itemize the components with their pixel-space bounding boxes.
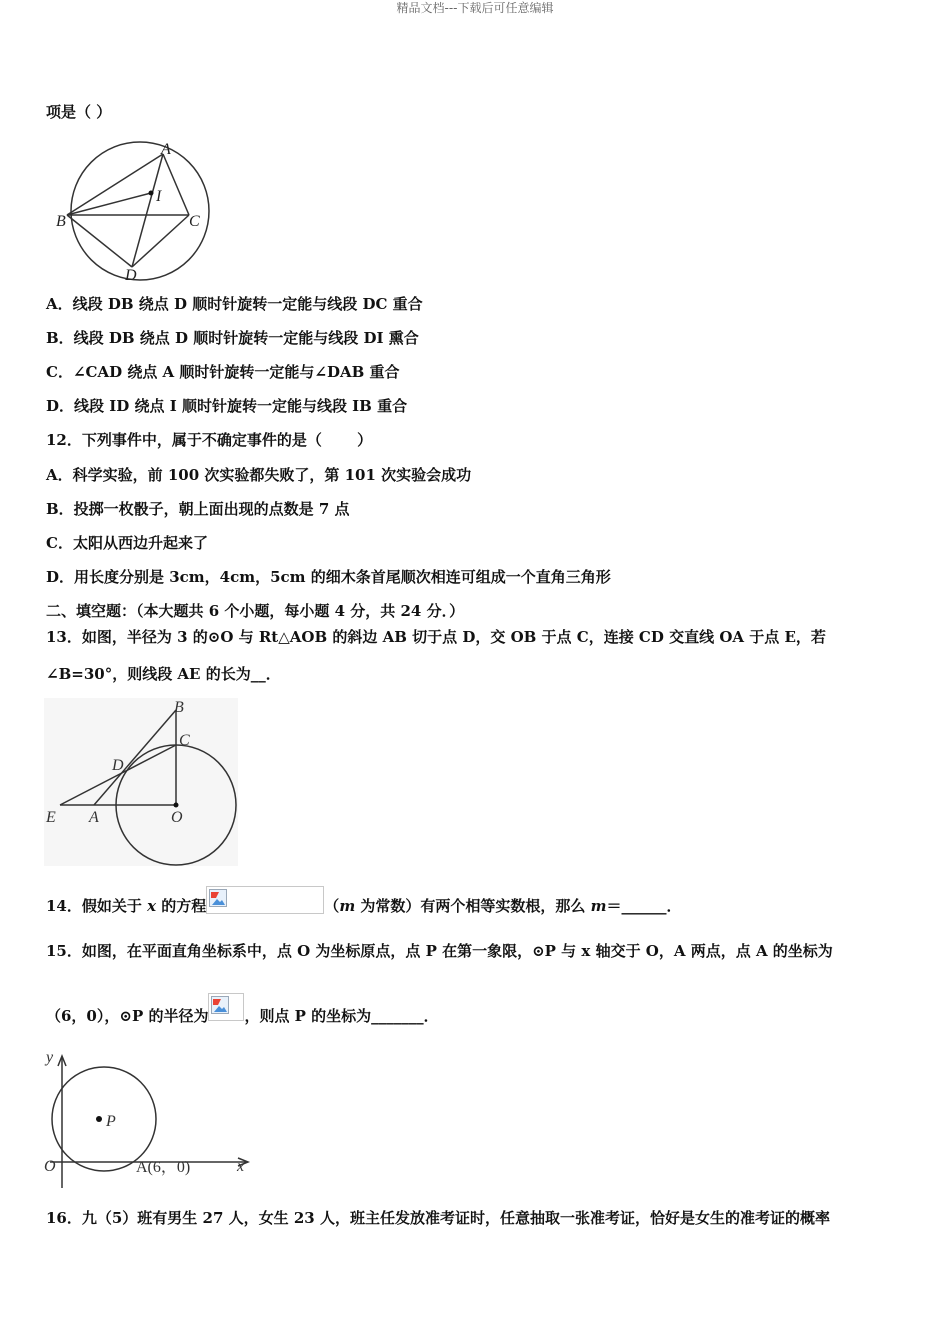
q15-label-o: O bbox=[44, 1158, 56, 1175]
q13-label-o: O bbox=[171, 809, 183, 826]
q16-line1: 16．九（5）班有男生 27 人，女生 23 人，班主任发放准考证时，任意抽取一张准考证，恰好是女生的准考证的概率 bbox=[46, 1209, 830, 1227]
q14-line bbox=[46, 893, 682, 921]
q13-line2: ∠B=30°，则线段 AE 的长为__． bbox=[46, 665, 281, 683]
q11-option-c: C．∠CAD 绕点 A 顺时针旋转一定能与∠DAB 重合 bbox=[46, 363, 400, 381]
q15-label-a: A(6，0) bbox=[136, 1159, 191, 1176]
q11-option-d: D．线段 ID 绕点 I 顺时针旋转一定能与线段 IB 重合 bbox=[46, 397, 408, 415]
q13-label-c: C bbox=[179, 732, 190, 749]
q12-option-b: B．投掷一枚骰子，朝上面出现的点数是 7 点 bbox=[46, 500, 350, 518]
q11-stem-tail: 项是（ ） bbox=[46, 103, 112, 121]
q14-text-const: 为常数）有两个相等实数根，那么 bbox=[355, 897, 591, 915]
q11-label-b: B bbox=[56, 213, 66, 230]
q14-text-tail: ＝______． bbox=[606, 897, 682, 915]
q11-figure bbox=[48, 138, 218, 284]
q12-option-c: C．太阳从西边升起来了 bbox=[46, 534, 208, 552]
q11-option-b: B．线段 DB 绕点 D 顺时针旋转一定能与线段 DI 熏合 bbox=[46, 329, 419, 347]
q13-label-e: E bbox=[46, 809, 56, 826]
q12-stem: 12．下列事件中，属于不确定事件的是（ ） bbox=[46, 431, 373, 449]
q15-text-before: （6，0），⊙P 的半径为 bbox=[46, 1007, 209, 1025]
q13-label-a: A bbox=[89, 809, 99, 826]
q15-text-after: ，则点 P 的坐标为_______． bbox=[244, 1007, 439, 1025]
q15-label-x: x bbox=[237, 1158, 245, 1175]
q13-line1: 13．如图，半径为 3 的⊙O 与 Rt△AOB 的斜边 AB 切于点 D，交 OB 于点 C，连接 CD 交直线 OA 于点 E，若 bbox=[46, 628, 826, 646]
q15-label-y: y bbox=[46, 1049, 54, 1066]
q14-text-start: 14．假如关于 bbox=[46, 897, 148, 915]
broken-image-icon bbox=[211, 996, 229, 1014]
q15-figure bbox=[40, 1046, 256, 1192]
q11-label-d: D bbox=[125, 267, 137, 284]
q11-label-a: A bbox=[161, 141, 171, 158]
q11-option-a: A．线段 DB 绕点 D 顺时针旋转一定能与线段 DC 重合 bbox=[46, 295, 423, 313]
section-2-heading: 二、填空题：（本大题共 6 个小题，每小题 4 分，共 24 分．） bbox=[46, 602, 465, 620]
q15-line2 bbox=[46, 1003, 439, 1031]
radius-image-placeholder bbox=[208, 993, 244, 1021]
broken-image-icon bbox=[209, 889, 227, 907]
q11-label-c: C bbox=[189, 213, 200, 230]
q15-label-p: P bbox=[106, 1113, 116, 1130]
q11-label-i: I bbox=[156, 188, 162, 205]
page-header: 精品文档---下载后可任意编辑 bbox=[396, 1, 554, 15]
q14-text-paren: （ bbox=[324, 897, 340, 915]
q14-var-m: m bbox=[339, 897, 356, 915]
q14-var-m2: m bbox=[590, 897, 607, 915]
q13-label-d: D bbox=[112, 757, 124, 774]
q14-var-x: x bbox=[147, 897, 157, 915]
q14-text-equation: 的方程 bbox=[156, 897, 207, 915]
q15-line1: 15．如图，在平面直角坐标系中，点 O 为坐标原点，点 P 在第一象限，⊙P 与 x 轴交于 O，A 两点，点 A 的坐标为 bbox=[46, 942, 833, 960]
q13-figure bbox=[44, 698, 238, 866]
q12-option-a: A．科学实验，前 100 次实验都失败了，第 101 次实验会成功 bbox=[46, 466, 472, 484]
q12-option-d: D．用长度分别是 3cm，4cm，5cm 的细木条首尾顺次相连可组成一个直角三角形 bbox=[46, 568, 611, 586]
equation-image-placeholder bbox=[206, 886, 324, 914]
q13-label-b: B bbox=[174, 699, 184, 716]
